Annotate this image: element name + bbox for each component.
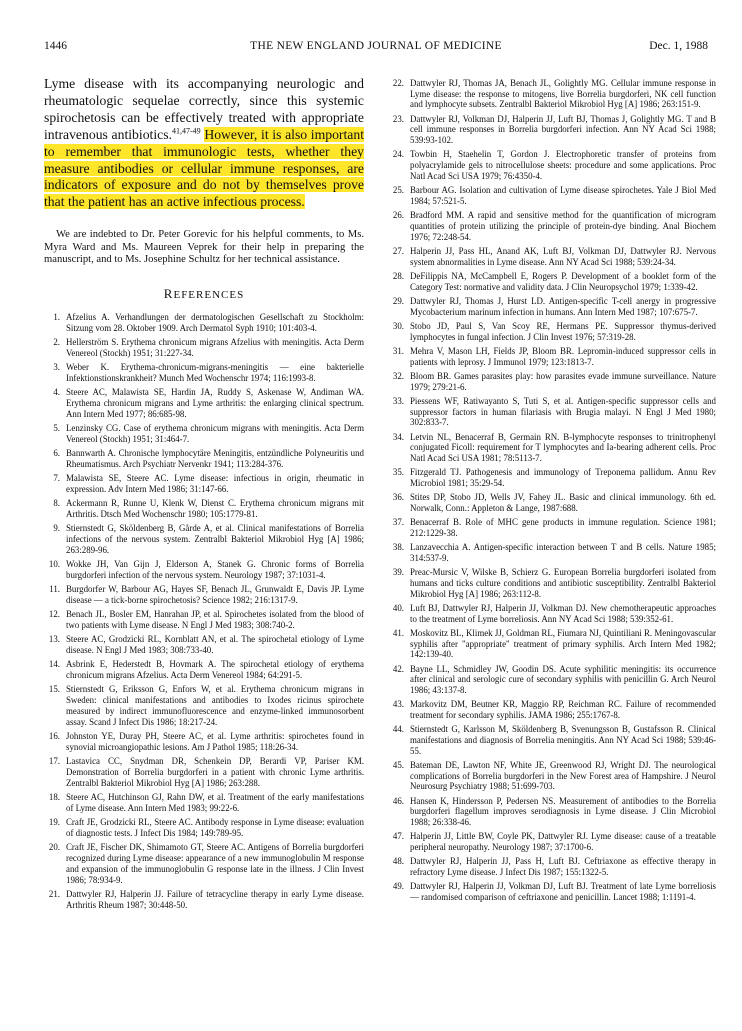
reference-number: 46. [392, 795, 404, 806]
reference-item [386, 210, 716, 242]
reference-number: 35. [392, 467, 404, 478]
reference-item [386, 114, 716, 146]
reference-text: Asbrink E, Hederstedt B, Hovmark A. The spirochetal etiology of erythema chronicum migrans Afzelius. Acta Derm Venereol 1984; 64:291-5. [66, 659, 364, 681]
reference-item [386, 881, 716, 902]
reference-number: 39. [392, 567, 404, 578]
reference-item [44, 889, 364, 911]
reference-number: 14. [48, 659, 60, 670]
reference-item [44, 792, 364, 814]
reference-text: Barbour AG. Isolation and cultivation of Lyme disease spirochetes. Yale J Biol Med 1984; 57:521-5. [410, 185, 716, 206]
reference-item [386, 78, 716, 110]
reference-number: 42. [392, 663, 404, 674]
reference-item [44, 523, 364, 556]
reference-item [44, 731, 364, 753]
reference-item [386, 149, 716, 181]
reference-text: Mehra V, Mason LH, Fields JP, Bloom BR. Lepromin-induced suppressor cells in patients with leprosy. J Immunol 1979; 123:1813-7. [410, 345, 716, 367]
reference-item [44, 473, 364, 495]
reference-text: Lastavica CC, Snydman DR, Schenkein DP, Berardi VP, Pariser KM. Demonstration of Borrelia burgdorferi in a patient with chronic Lyme arthritis. Zentralbl Bakteriol Mikrobiol Hyg [A] 1986; 263:288. [66, 756, 364, 788]
reference-text: Dattwyler RJ, Halperin JJ, Volkman DJ, Luft BJ. Treatment of late Lyme borreliosis — randomised comparison of ceftriaxone and penicillin. Lancet 1988; 1:1191-4. [410, 881, 716, 903]
reference-item [44, 362, 364, 384]
reference-item [386, 517, 716, 538]
reference-number: 43. [392, 699, 404, 710]
reference-text: Hellerström S. Erythema chronicum migrans Afzelius with meningitis. Acta Derm Venereol (Stockh) 1951; 31:227-34. [66, 337, 364, 359]
reference-text: Dattwyler RJ, Thomas JA, Benach JL, Golightly MG. Cellular immune response in Lyme disease: the response to mitogens, live Borrelia burgdorferi, NK cell function and lymphocyte subsets. Zentralbl Bakteriol Mikrobiol Hyg [A] 1986; 263:151-9. [410, 78, 716, 110]
reference-item [44, 842, 364, 886]
reference-number: 48. [392, 856, 404, 867]
reference-item [44, 387, 364, 420]
issue-date: Dec. 1, 1988 [649, 40, 708, 52]
reference-text: Bayne LL, Schmidley JW, Goodin DS. Acute syphilitic meningitis: its occurrence after clinical and serologic cure of secondary syphilis with penicillin G. Arch Neurol 1986; 43:137-8. [410, 663, 716, 696]
reference-number: 44. [392, 724, 404, 735]
reference-item [44, 559, 364, 581]
reference-item [386, 492, 716, 513]
reference-text: Bloom BR. Games parasites play: how parasites evade immune surveillance. Nature 1979; 279:21-6. [410, 370, 716, 392]
reference-number: 31. [392, 345, 404, 356]
reference-item [386, 246, 716, 267]
reference-item [386, 664, 716, 696]
reference-number: 21. [48, 888, 60, 899]
reference-number: 3. [53, 362, 60, 373]
reference-number: 18. [48, 792, 60, 802]
reference-item [386, 467, 716, 488]
reference-text: Dattwyler RJ, Volkman DJ, Halperin JJ, Luft BJ, Thomas J, Golightly MG. T and B cell immune responses in Borrelia burgdorferi infection. Ann NY Acad Sci 1988; 539:93-102. [410, 113, 716, 146]
reference-number: 34. [392, 431, 404, 442]
reference-number: 37. [392, 517, 404, 528]
reference-text: Stiernstedt G, Karlsson M, Sköldenberg B, Svenungsson B, Gustafsson R. Clinical manifestations and diagnosis of Borrelia meningitis. Ann NY Acad Sci 1988; 539:46-55. [410, 724, 716, 756]
reference-text: Stites DP, Stobo JD, Wells JV, Fahey JL. Basic and clinical immunology. 6th ed. Norwalk, Conn.: Appleton & Lange, 1987:688. [410, 492, 716, 513]
reference-item [386, 271, 716, 292]
reference-item [44, 337, 364, 359]
body-text: Lyme disease with its accompanying neurologic and rheumatologic sequelae correctly, since this systemic spirochetosis can be effectively treated with appropriate intravenous antibiotics. [44, 76, 364, 142]
reference-text: Bateman DE, Lawton NF, White JE, Greenwood RJ, Wright DJ. The neurological complications of Borrelia burgdorferi in the New Forest area of Hampshire. J Neurol Neurosurg Psychiatry 1988; 51:699-703. [410, 760, 716, 792]
reference-text: Towbin H, Staehelin T, Gordon J. Electrophoretic transfer of proteins from polyacrylamide gels to nitrocellulose sheets: procedure and some applications. Proc Natl Acad Sci USA 1979; 76:4350-4. [410, 149, 716, 181]
reference-number: 1. [53, 312, 60, 323]
reference-item [386, 542, 716, 563]
reference-item [386, 796, 716, 828]
reference-text: Craft JE, Grodzicki RL, Steere AC. Antibody response in Lyme disease: evaluation of diagnostic tests. J Infect Dis 1984; 149:789-95. [66, 817, 364, 838]
reference-number: 41. [392, 627, 404, 638]
reference-item [44, 423, 364, 445]
reference-number: 17. [48, 756, 60, 767]
reference-number: 38. [392, 542, 404, 553]
reference-number: 5. [53, 423, 60, 434]
right-column [386, 78, 716, 906]
reference-number: 24. [392, 149, 404, 160]
journal-title: THE NEW ENGLAND JOURNAL OF MEDICINE [250, 40, 502, 52]
reference-item [386, 346, 716, 367]
reference-text: Benach JL, Bosler EM, Hanrahan JP, et al. Spirochetes isolated from the blood of two patients with Lyme disease. N Engl J Med 1983; 308:740-2. [66, 609, 364, 631]
references-heading: REFERENCES [163, 286, 245, 302]
reference-text: Preac-Mursic V, Wilske B, Schierz G. European Borrelia burgdorferi isolated from humans and ticks culture conditions and antibiotic susceptibility. Zentralbl Bakteriol Mikrobiol Hyg [A] 1986; 263:112-8. [410, 567, 716, 599]
reference-text: Steere AC, Malawista SE, Hardin JA, Ruddy S, Askenase W, Andiman WA. Erythema chronicum migrans and Lyme arthritis: the enlarging clinical spectrum. Ann Intern Med 1977; 86:685-98. [66, 387, 364, 420]
reference-text: Johnston YE, Duray PH, Steere AC, et al. Lyme arthritis: spirochetes found in synovial microangiopathic lesions. Am J Pathol 1985; 118:26-34. [66, 731, 364, 752]
reference-text: Stobo JD, Paul S, Van Scoy RE, Hermans PE. Suppressor thymus-derived lymphocytes in fungal infection. J Clin Invest 1976; 57:319-28. [410, 320, 716, 342]
reference-number: 13. [48, 634, 60, 645]
left-column [44, 76, 364, 914]
reference-text: Burgdorfer W, Barbour AG, Hayes SF, Benach JL, Grunwaldt E, Davis JP. Lyme disease — a tick-borne spirochetosis? Science 1982; 216:1317-9. [66, 584, 364, 606]
reference-number: 6. [53, 448, 60, 459]
reference-item [44, 684, 364, 728]
reference-text: Stiernstedt G, Sköldenberg B, Gårde A, et al. Clinical manifestations of Borrelia infections of the nervous system. Zentralbl Bakteriol Mikrobiol Hyg [A] 1986; 263:289-96. [66, 523, 364, 556]
reference-item [386, 321, 716, 342]
reference-item [44, 609, 364, 631]
reference-text: Dattwyler RJ, Halperin JJ, Pass H, Luft BJ. Ceftriaxone as effective therapy in refractory Lyme disease. J Infect Dis 1987; 155:1322-5. [410, 856, 716, 878]
reference-number: 47. [392, 831, 404, 842]
reference-item [386, 760, 716, 792]
reference-number: 40. [392, 602, 404, 613]
reference-text: Hansen K, Hindersson P, Pedersen NS. Measurement of antibodies to the Borrelia burgdorferi flagellum improves serodiagnosis in Lyme disease. J Clin Microbiol 1988; 26:338-46. [410, 795, 716, 828]
reference-item [386, 603, 716, 624]
running-header [44, 40, 708, 56]
reference-number: 12. [48, 609, 60, 620]
reference-item [386, 831, 716, 852]
reference-number: 30. [392, 320, 404, 331]
reference-number: 27. [392, 245, 404, 256]
reference-text: DeFilippis NA, McCampbell E, Rogers P. Development of a booklet form of the Category Test: normative and validity data. J Clin Neuropsychol 1979; 1:339-42. [410, 270, 716, 292]
reference-text: Lanzavecchia A. Antigen-specific interaction between T and B cells. Nature 1985; 314:537-9. [410, 542, 716, 563]
acknowledgment: We are indebted to Dr. Peter Gorevic for his helpful comments, to Ms. Myra Ward and Ms. Maureen Veprek for their help in preparing the manuscript, and to Ms. Josephine Schultz for her technical assistance. [44, 229, 364, 266]
reference-item [386, 699, 716, 720]
reference-text: Ackermann R, Runne U, Klenk W, Dienst C. Erythema chronicum migrans mit Arthritis. Dtsch Med Wochenschr 1980; 105:1779-81. [66, 498, 364, 520]
reference-number: 20. [48, 842, 60, 852]
reference-text: Piessens WF, Ratiwayanto S, Tuti S, et al. Antigen-specific suppressor cells and suppressor factors in human filariasis with Brugia malayi. N Engl J Med 1980; 302:833-7. [410, 395, 716, 428]
reference-number: 16. [48, 731, 60, 742]
reference-item [386, 628, 716, 660]
reference-item [44, 817, 364, 839]
reference-text: Malawista SE, Steere AC. Lyme disease: infectious in origin, rheumatic in expression. Adv Intern Med 1986; 31:147-66. [66, 473, 364, 495]
reference-item [44, 498, 364, 520]
reference-number: 19. [48, 817, 60, 827]
reference-number: 33. [392, 395, 404, 406]
reference-number: 15. [48, 684, 60, 695]
reference-text: Weber K. Erythema-chronicum-migrans-meningitis — eine bakterielle Infektionstionskrankheit? Munch Med Wochenschr 1974; 116:1993-8. [66, 362, 364, 384]
reference-text: Steere AC, Hutchinson GJ, Rahn DW, et al. Treatment of the early manifestations of Lyme disease. Ann Intern Med 1983; 99:22-6. [66, 792, 364, 813]
reference-number: 10. [48, 559, 60, 570]
reference-item [44, 584, 364, 606]
reference-item [44, 634, 364, 656]
reference-text: Bradford MM. A rapid and sensitive method for the quantification of microgram quantities of protein utilizing the principle of protein-dye binding. Anal Biochem 1976; 72:248-54. [410, 210, 716, 242]
reference-number: 45. [392, 760, 404, 771]
reference-number: 8. [53, 498, 60, 509]
page-number: 1446 [44, 40, 67, 52]
reference-number: 36. [392, 492, 404, 503]
reference-item [44, 448, 364, 470]
reference-item [386, 724, 716, 756]
reference-item [44, 312, 364, 334]
reference-item [44, 659, 364, 681]
reference-text: Lenzinsky CG. Case of erythema chronicum migrans with meningitis. Acta Derm Venereol (Stockh) 1951; 31:464-7. [66, 423, 364, 445]
reference-text: Moskovitz BL, Klimek JJ, Goldman RL, Fiumara NJ, Quintiliani R. Meningovascular syphilis after "appropriate" treatment of primary syphilis. Arch Intern Med 1982; 142:139-40. [410, 627, 716, 660]
reference-text: Markovitz DM, Beutner KR, Maggio RP, Reichman RC. Failure of recommended treatment for secondary syphilis. JAMA 1986; 255:1767-8. [410, 699, 716, 721]
reference-number: 29. [392, 295, 404, 306]
reference-number: 49. [392, 881, 404, 892]
highlighted-text: However, it is also important to remember that immunologic tests, whether they measure antibodies or cellular immune responses, are indicators of exposure and do not by themselves prove that the patient has an active infectious process. [44, 126, 364, 210]
reference-text: Dattwyler RJ, Thomas J, Hurst LD. Antigen-specific T-cell anergy in progressive Mycobacterium marinum infection in humans. Ann Intern Med 1987; 107:675-7. [410, 295, 716, 317]
reference-text: Halperin JJ, Pass HL, Anand AK, Luft BJ, Volkman DJ, Dattwyler RJ. Nervous system abnormalities in Lyme disease. Ann NY Acad Sci 1988; 539:24-34. [410, 245, 716, 267]
reference-text: Steere AC, Grodzicki RL, Kornblatt AN, et al. The spirochetal etiology of Lyme disease. N Engl J Med 1983; 308:733-40. [66, 634, 364, 656]
references-list-left [44, 312, 364, 910]
reference-text: Halperin JJ, Little BW, Coyle PK, Dattwyler RJ. Lyme disease: cause of a treatable peripheral neuropathy. Neurology 1987; 37:1700-6. [410, 831, 716, 853]
reference-number: 11. [49, 584, 60, 595]
reference-text: Letvin NL, Benacerraf B, Germain RN. B-lymphocyte responses to trinitrophenyl conjugated Ficoll: requirement for T lymphocytes and Ia-bearing adherent cells. Proc Natl Acad Sci USA 1981; 78:5113-7. [410, 431, 716, 463]
reference-item [386, 371, 716, 392]
references-list-right [386, 78, 716, 903]
reference-number: 9. [53, 523, 60, 534]
reference-item [386, 567, 716, 599]
reference-number: 26. [392, 210, 404, 221]
reference-item [44, 756, 364, 789]
reference-text: Wokke JH, Van Gijn J, Elderson A, Stanek G. Chronic forms of Borrelia burgdorferi infection of the nervous system. Neurology 1987; 37:1031-4. [66, 559, 364, 581]
reference-text: Afzelius A. Verhandlungen der dermatologischen Gesellschaft zu Stockholm: Sitzung vom 28. Oktober 1909. Arch Dermatol Syph 1910; 101:403-4. [66, 312, 364, 334]
reference-text: Craft JE, Fischer DK, Shimamoto GT, Steere AC. Antigens of Borrelia burgdorferi recognized during Lyme disease: appearance of a new immunoglobulin M response and expansion of the immunoglobulin G response late in the illness. J Clin Invest 1986; 78:934-9. [66, 842, 364, 885]
reference-number: 4. [53, 387, 60, 398]
reference-number: 25. [392, 185, 404, 196]
reference-number: 2. [53, 337, 60, 348]
reference-item [386, 296, 716, 317]
reference-text: Stiernstedt G, Eriksson G, Enfors W, et al. Erythema chronicum migrans in Sweden: clinical manifestations and antibodies to Ixodes ricinus spirochete measured by indirect immunofluorescence and enzyme-linked immunosorbent assay. Scand J Infect Dis 1986; 18:217-24. [66, 684, 364, 727]
reference-number: 32. [392, 370, 404, 381]
reference-number: 23. [392, 113, 404, 124]
body-paragraph [44, 76, 364, 211]
reference-text: Bannwarth A. Chronische lymphocytäre Meningitis, entzündliche Polyneuritis und Rheumatismus. Arch Psychiatr Nervenkr 1941; 113:284-376. [66, 448, 364, 470]
reference-number: 7. [53, 473, 60, 484]
citation-superscript: 41,47-49 [171, 126, 201, 136]
reference-text: Luft BJ, Dattwyler RJ, Halperin JJ, Volkman DJ. New chemotherapeutic approaches to the treatment of Lyme borreliosis. Ann NY Acad Sci 1988; 539:352-61. [410, 602, 716, 624]
reference-number: 28. [392, 270, 404, 281]
reference-item [386, 396, 716, 428]
reference-item [386, 856, 716, 877]
reference-text: Benacerraf B. Role of MHC gene products in immune regulation. Science 1981; 212:1229-38. [410, 517, 716, 538]
reference-text: Dattwyler RJ, Halperin JJ. Failure of tetracycline therapy in early Lyme disease. Arthritis Rheum 1987; 30:448-50. [66, 888, 364, 910]
reference-text: Fitzgerald TJ. Pathogenesis and immunology of Treponema pallidum. Annu Rev Microbiol 1981; 35:29-54. [410, 467, 716, 488]
reference-number: 22. [392, 78, 404, 88]
reference-item [386, 185, 716, 206]
reference-item [386, 432, 716, 464]
